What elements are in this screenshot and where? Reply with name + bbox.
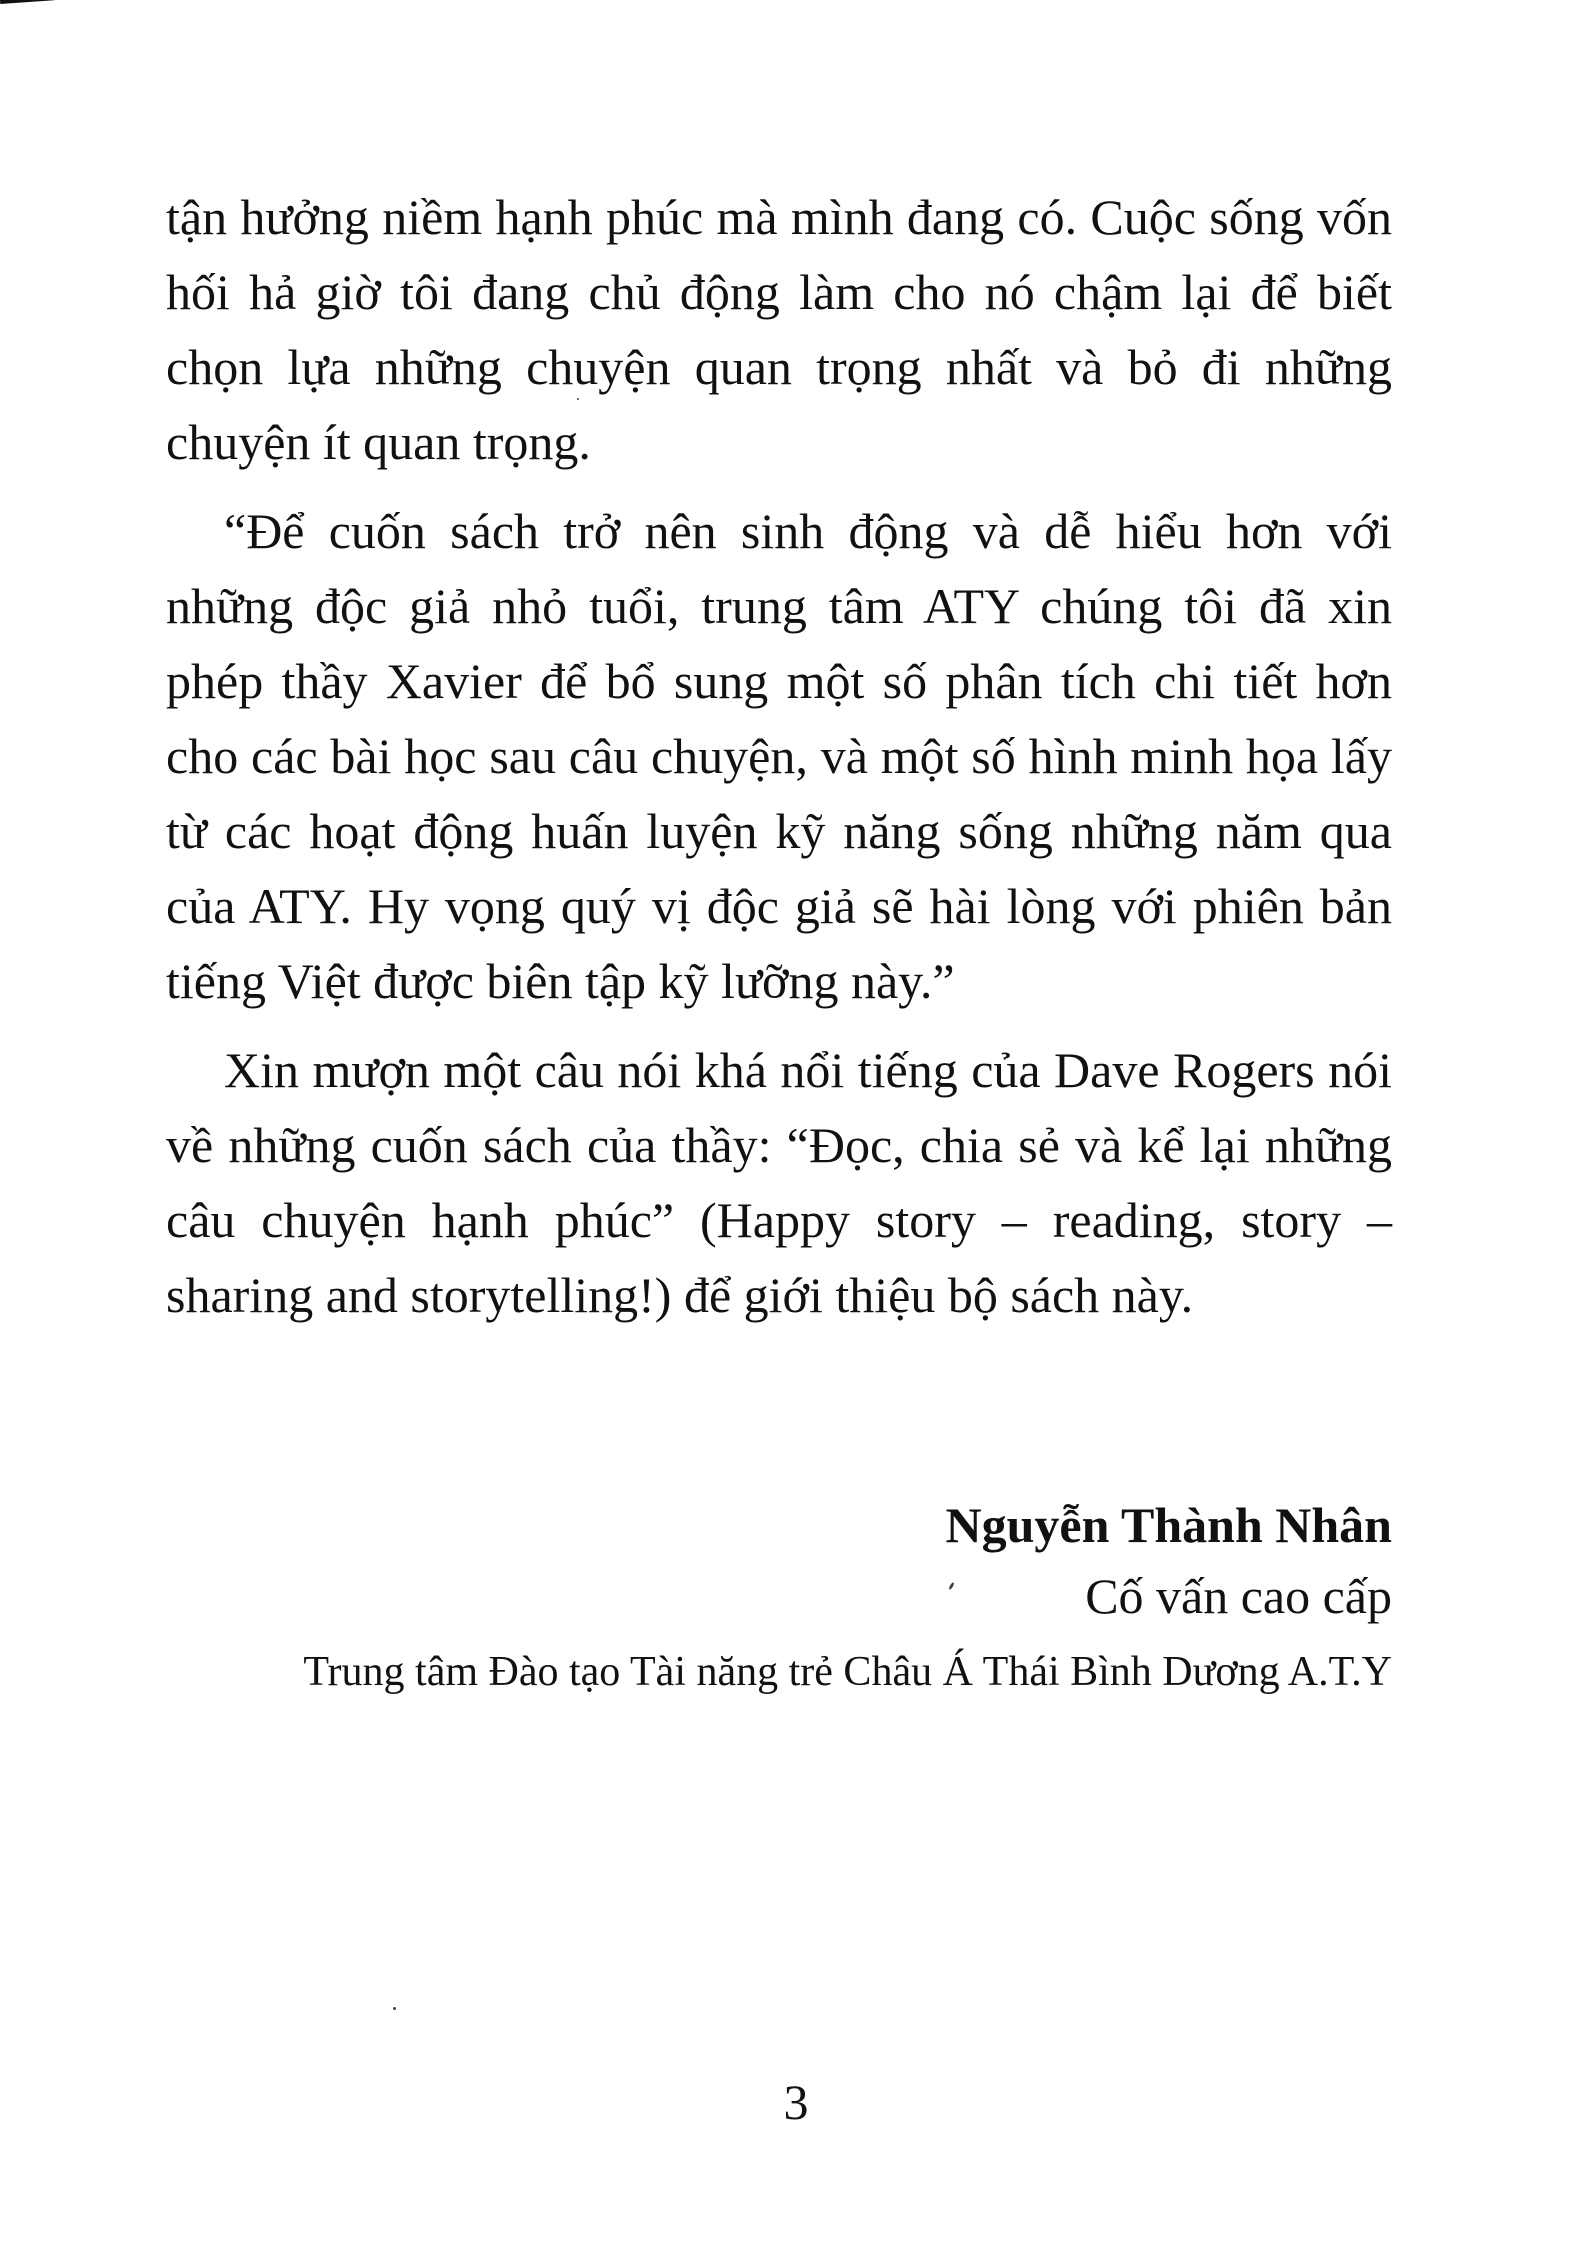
signature-organization: Trung tâm Đào tạo Tài năng trẻ Châu Á Thái Bình Dương A.T.Y xyxy=(303,1649,1392,1695)
signature-name: Nguyễn Thành Nhân xyxy=(945,1497,1392,1553)
scan-speck xyxy=(577,398,579,400)
paragraph-2: “Để cuốn sách trở nên sinh động và dễ hiểu hơn với những độc giả nhỏ tuổi, trung tâm ATY chúng tôi đã xin phép thầy Xavier để bổ sung một số phân tích chi tiết hơn cho các bài học sau câu chuyện, và một số hình minh họa lấy từ các hoạt động huấn luyện kỹ năng sống những năm qua của ATY. Hy vọng quý vị độc giả sẽ hài lòng với phiên bản tiếng Việt được biên tập kỹ lưỡng này.” xyxy=(166,503,1392,1009)
body-text xyxy=(166,180,1392,1333)
signature-role: Cố vấn cao cấp xyxy=(1085,1568,1392,1624)
paragraph-3: Xin mượn một câu nói khá nổi tiếng của Dave Rogers nói về những cuốn sách của thầy: “Đọc, chia sẻ và kể lại những câu chuyện hạnh phúc” (Happy story – reading, story – sharing and storytelling!) để giới thiệu bộ sách này. xyxy=(166,1042,1392,1323)
scan-corner-mark xyxy=(0,0,54,4)
page-number: 3 xyxy=(783,2074,809,2130)
signature-block xyxy=(192,1490,1392,1712)
paragraph-1: tận hưởng niềm hạnh phúc mà mình đang có. Cuộc sống vốn hối hả giờ tôi đang chủ động làm cho nó chậm lại để biết chọn lựa những chuyện quan trọng nhất và bỏ đi những chuyện ít quan trọng. xyxy=(166,189,1392,470)
scan-speck xyxy=(393,2007,396,2010)
